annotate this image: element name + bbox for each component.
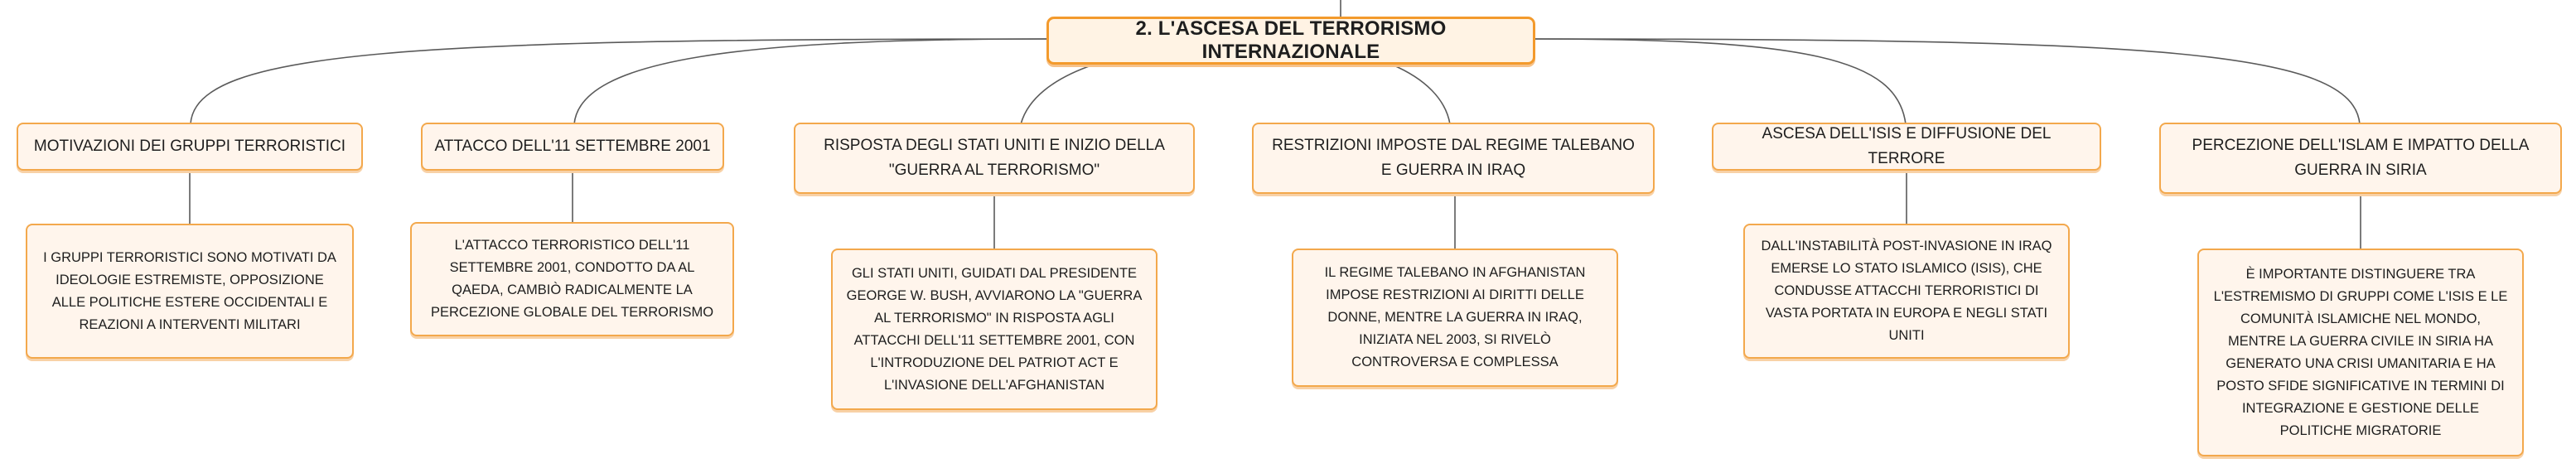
branch-5-topic[interactable] [1712, 123, 2101, 171]
branch-4-topic[interactable] [1252, 123, 1655, 194]
connector-root-branch-2 [574, 39, 1048, 124]
branch-2-detail[interactable] [410, 222, 734, 336]
root-node[interactable] [1046, 17, 1535, 65]
connector-root-branch-4 [1392, 65, 1450, 124]
branch-2-title: ATTACCO DELL'11 SETTEMBRE 2001 [434, 138, 711, 155]
branch-3-title: RISPOSTA DEGLI STATI UNITI E INIZIO DELLA "GUERRA AL TERRORISMO" [824, 137, 1165, 179]
branch-1-detail[interactable] [26, 224, 354, 359]
branch-5-title: ASCESA DELL'ISIS E DIFFUSIONE DEL TERRORE [1762, 125, 2052, 167]
connector-root-branch-6 [1534, 39, 2360, 124]
branch-6-title: PERCEZIONE DELL'ISLAM E IMPATTO DELLA GUERRA IN SIRIA [2192, 137, 2530, 179]
branch-2-detail-text: L'ATTACCO TERRORISTICO DELL'11 SETTEMBRE 2001, CONDOTTO DA AL QAEDA, CAMBIÒ RADICALMENTE LA PERCEZIONE GLOBALE DEL TERRORISMO [430, 238, 714, 320]
branch-5-detail[interactable] [1743, 224, 2070, 359]
connector-root-branch-1 [191, 39, 1048, 124]
branch-6-detail[interactable] [2197, 249, 2524, 456]
branch-4-detail[interactable] [1292, 249, 1618, 387]
connector-root-branch-5 [1534, 39, 1906, 124]
root-title: 2. L'ASCESA DEL TERRORISMO INTERNAZIONALE [1135, 17, 1447, 63]
branch-1-title: MOTIVAZIONI DEI GRUPPI TERRORISTICI [33, 138, 346, 155]
branch-4-detail-text: IL REGIME TALEBANO IN AFGHANISTAN IMPOSE RESTRIZIONI AI DIRITTI DELLE DONNE, MENTRE LA GUERRA IN IRAQ, INIZIATA NEL 2003, SI RIVELÒ CONTROVERSA E COMPLESSA [1324, 265, 1586, 369]
branch-3-detail[interactable] [831, 249, 1158, 410]
branch-3-detail-text: GLI STATI UNITI, GUIDATI DAL PRESIDENTE GEORGE W. BUSH, AVVIARONO LA "GUERRA AL TERRORISMO" IN RISPOSTA AGLI ATTACCHI DELL'11 SETTEMBRE 2001, CON L'INTRODUZIONE DEL PATRIOT ACT E L'INVASIONE DELL'AFGHANISTAN [846, 265, 1143, 393]
branch-5-detail-text: DALL'INSTABILITÀ POST-INVASIONE IN IRAQ EMERSE LO STATO ISLAMICO (ISIS), CHE CONDUSSE ATTACCHI TERRORISTICI DI VASTA PORTATA IN EUROPA E NEGLI STATI UNITI [1761, 239, 2052, 343]
connector-root-branch-3 [1021, 65, 1094, 124]
branch-1-topic[interactable] [17, 123, 363, 171]
branch-4-title: RESTRIZIONI IMPOSTE DAL REGIME TALEBANO E GUERRA IN IRAQ [1272, 137, 1635, 179]
branch-6-topic[interactable] [2159, 123, 2562, 194]
branch-6-detail-text: È IMPORTANTE DISTINGUERE TRA L'ESTREMISMO DI GRUPPI COME L'ISIS E LE COMUNITÀ ISLAMICHE NEL MONDO, MENTRE LA GUERRA CIVILE IN SIRIA HA GENERATO UNA CRISI UMANITARIA E HA POSTO SFIDE SIGNIFICATIVE IN TERMINI DI INTEGRAZIONE E GESTIONE DELLE POLITICHE MIGRATORIE [2213, 266, 2508, 438]
branch-2-topic[interactable] [421, 123, 724, 171]
branch-1-detail-text: I GRUPPI TERRORISTICI SONO MOTIVATI DA IDEOLOGIE ESTREMISTE, OPPOSIZIONE ALLE POLITICHE ESTERE OCCIDENTALI E REAZIONI A INTERVENTI MILITARI [43, 249, 336, 332]
branch-3-topic[interactable] [794, 123, 1195, 194]
